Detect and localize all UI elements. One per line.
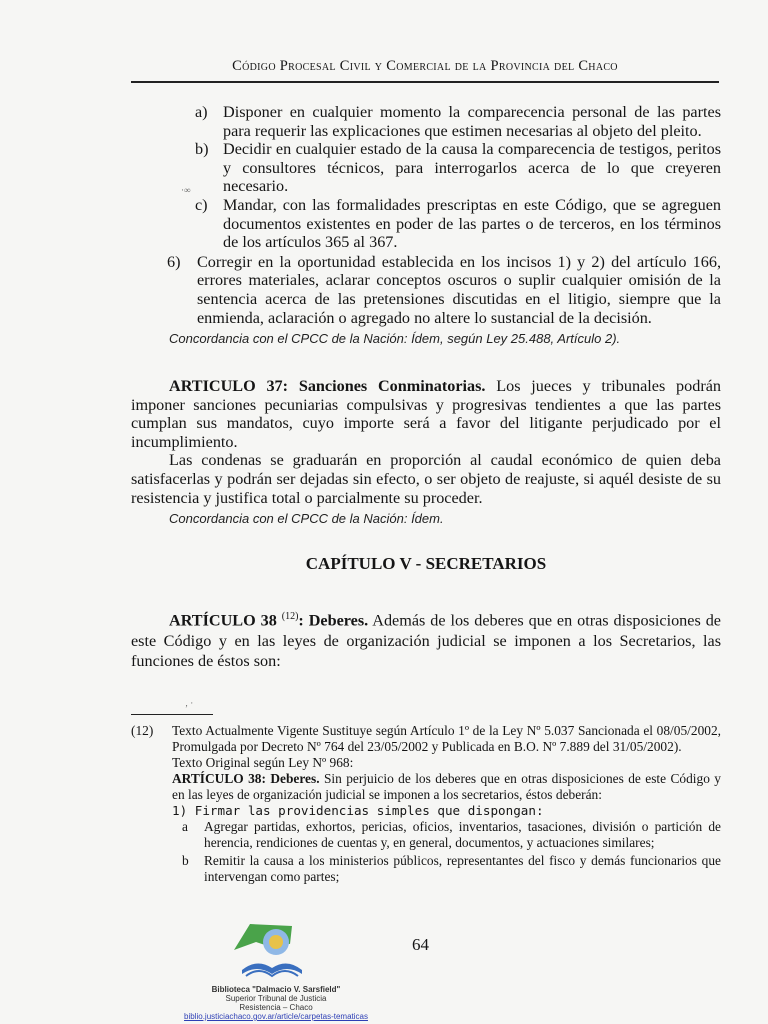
- article-38-paragraph: [131, 607, 721, 672]
- footnote-original-label: Texto Original según Ley Nº 968:: [172, 755, 354, 770]
- footnote-text: Texto Actualmente Vigente Sustituye según Artículo 1º de la Ley Nº 5.037 Sancionada el 08/05/2002, Promulgada por Decreto Nº 764 del 23/05/2002 y Publicada en B.O. Nº 7.889 del 31/05/2002).: [172, 723, 721, 754]
- library-logo: [232, 920, 312, 982]
- subitem-list: [131, 103, 721, 348]
- footnote-number: (12): [131, 723, 154, 738]
- library-city: Resistencia – Chaco: [239, 1003, 313, 1012]
- logo-sun-core: [269, 935, 283, 949]
- footnote-item-1: 1) Firmar las providencias simples que dispongan:: [172, 803, 544, 818]
- concordance-note: Concordancia con el CPCC de la Nación: Ídem, según Ley 25.488, Artículo 2).: [169, 331, 621, 347]
- footnote: [131, 723, 721, 885]
- article-37-paragraph: [131, 377, 721, 451]
- subitem-text: Mandar, con las formalidades prescriptas en este Código, que se agreguen documentos existentes en poder de las partes o de terceros, en los términos de los artículos 365 al 367.: [223, 195, 721, 252]
- subitem-b: [131, 140, 721, 196]
- footnote-original-article: [172, 771, 721, 803]
- subitem-label: b): [195, 140, 209, 159]
- footnote-subitem-a: [172, 819, 721, 851]
- item-label: 6): [167, 252, 181, 271]
- subitem-text: Decidir en cualquier estado de la causa la comparecencia de testigos, peritos y consultores técnicos, para interrogarlos acerca de lo que creyeren necesario.: [223, 140, 721, 196]
- article-38-text: Además de los deberes que en otras disposiciones de este Código y en las leyes de organización judicial se imponen a los Secretarios, las funciones de éstos son:: [131, 611, 721, 671]
- article-37: [131, 377, 721, 528]
- article-37-paragraph-2: Las condenas se graduarán en proporción al caudal económico de quien deba satisfacerlas y podrán ser dejadas sin efecto, o ser objeto de reajuste, si aquél desiste de su resistencia y justifica total o parcialmente su proceder.: [131, 451, 721, 507]
- subitem-label: a): [195, 103, 208, 121]
- chapter-title: CAPÍTULO V - SECRETARIOS: [305, 554, 547, 573]
- footnote-entry: [131, 723, 721, 755]
- footnote-subitem-b: [172, 853, 721, 885]
- scan-mark: ‚ ·: [185, 698, 194, 708]
- footnote-article-text: Sin perjuicio de los deberes que en otras disposiciones de este Código y en las leyes de organización judicial se imponen a los secretarios, éstos deberán:: [172, 771, 721, 802]
- subitem-c: [131, 196, 721, 252]
- item-6: [131, 253, 721, 327]
- footnote-rule: [131, 714, 213, 715]
- footnote-subitem-text: Remitir la causa a los ministerios públicos, representantes del fisco y demás funcionarios que intervengan como partes;: [204, 853, 721, 884]
- footnote-subitem-label: b: [182, 853, 189, 868]
- footnote-ref: (12): [281, 611, 299, 622]
- header-rule: [131, 81, 719, 83]
- concordance-note: Concordancia con el CPCC de la Nación: Ídem.: [169, 511, 444, 527]
- footnote-subitem-text: Agregar partidas, exhortos, pericias, oficios, inventarios, tasaciones, división o partición de herencia, rendiciones de cuentas y, en general, documentos, y actuaciones similares;: [204, 819, 721, 850]
- subitem-text: Disponer en cualquier momento la comparecencia personal de las partes para requerir las explicaciones que estimen necesarias al objeto del pleito.: [223, 103, 721, 140]
- article-38-title: ARTÍCULO 38: [169, 611, 277, 630]
- library-court: Superior Tribunal de Justicia: [225, 994, 327, 1003]
- item-text: Corregir en la oportunidad establecida en los incisos 1) y 2) del artículo 166, errores materiales, aclarar conceptos oscuros o suplir cualquier omisión de la sentencia acerca de las pretensiones discutidas en el litigio, siempre que la enmienda, aclaración o agregado no altere lo sustancial de la decisión.: [197, 252, 721, 327]
- scan-mark: ·∞: [181, 185, 191, 195]
- library-credit: [160, 985, 392, 1021]
- page-number: 64: [412, 935, 429, 954]
- footnote-article-title: ARTÍCULO 38: Deberes.: [172, 771, 320, 786]
- subitem-label: c): [195, 195, 208, 214]
- subitem-a: [131, 103, 721, 140]
- running-header: Código Procesal Civil y Comercial de la Provincia del Chaco: [232, 58, 618, 74]
- footnote-original: [131, 755, 721, 885]
- library-name: Biblioteca "Dalmacio V. Sarsfield": [211, 985, 341, 994]
- library-link[interactable]: biblio.justiciachaco.gov.ar/article/carpetas-tematicas: [184, 1012, 368, 1021]
- article-38: [131, 607, 721, 672]
- article-38-title-2: : Deberes.: [298, 611, 369, 630]
- article-37-text: Los jueces y tribunales podrán imponer sanciones pecuniarias compulsivas y progresivas tendientes a que las partes cumplan sus mandatos, cuyo importe será a favor del litigante perjudicado por el incumplimiento.: [131, 377, 721, 451]
- footnote-subitem-label: a: [182, 819, 188, 834]
- article-37-title: ARTICULO 37: Sanciones Conminatorias.: [169, 377, 486, 395]
